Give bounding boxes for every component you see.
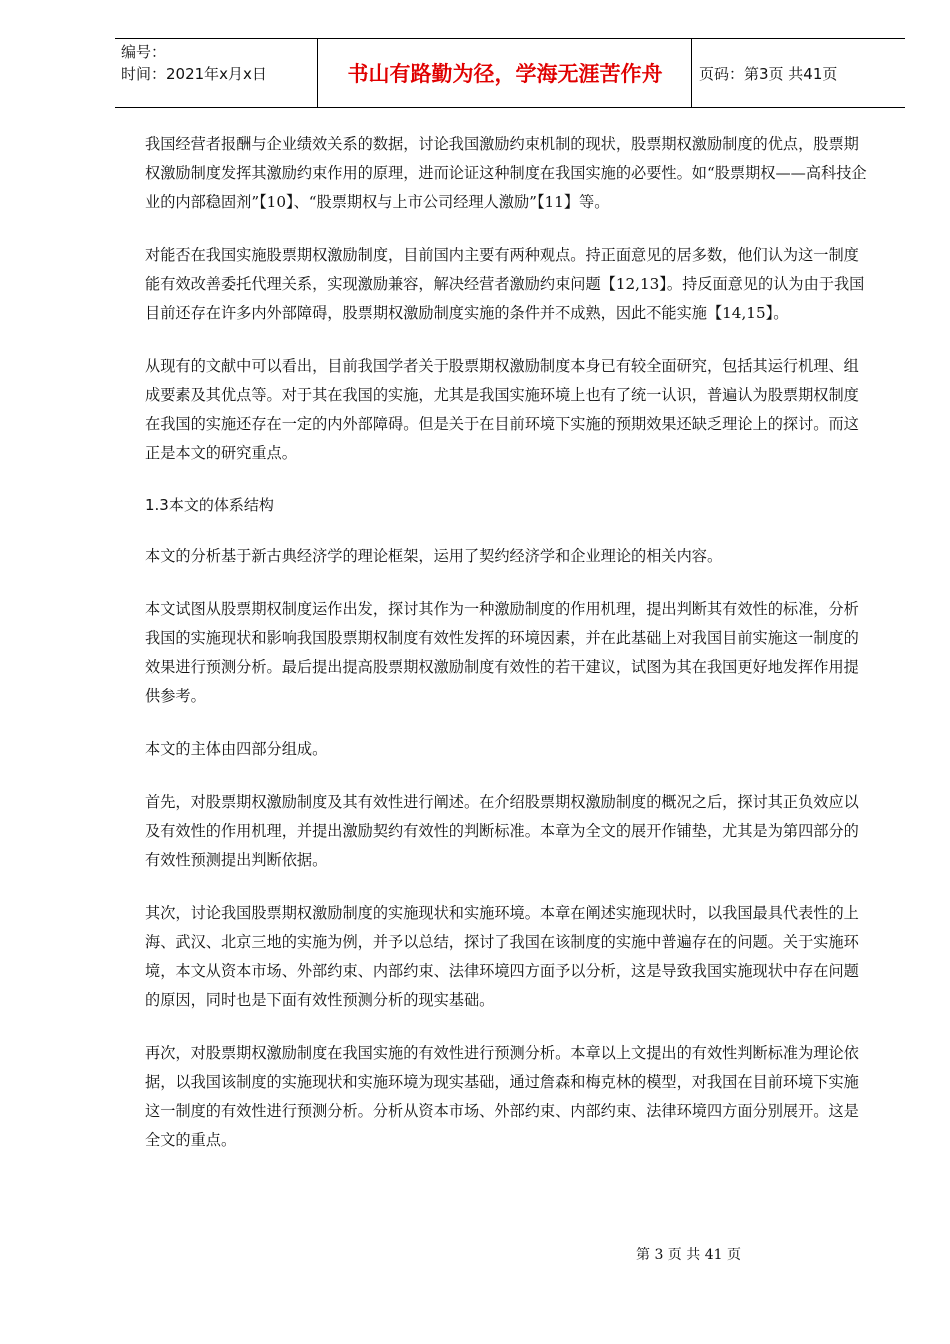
header-divider	[691, 39, 692, 107]
document-time-label: 时间：2021年x月x日	[121, 65, 267, 83]
body-paragraph: 本文的主体由四部分组成。	[145, 740, 328, 758]
body-paragraph: 对能否在我国实施股票期权激励制度，目前国内主要有两种观点。持正面意见的居多数，他们认为这一制度能有效改善委托代理关系，实现激励兼容，解决经营者激励约束问题【12,13】。持反面意见的认为由于我国目前还存在许多内外部障碍，股票期权激励制度实施的条件并不成熟，因此不能实施【14,15】。	[145, 246, 865, 322]
body-paragraph: 本文试图从股票期权制度运作出发，探讨其作为一种激励制度的作用机理，提出判断其有效性的标准，分析我国的实施现状和影响我国股票期权制度有效性发挥的环境因素，并在此基础上对我国目前实施这一制度的效果进行预测分析。最后提出提高股票期权激励制度有效性的若干建议，试图为其在我国更好地发挥作用提供参考。	[145, 600, 859, 705]
header-motto: 书山有路勤为径，学海无涯苦作舟	[347, 62, 663, 86]
body-paragraph: 本文的分析基于新古典经济学的理论框架，运用了契约经济学和企业理论的相关内容。	[145, 547, 723, 565]
page-header	[115, 38, 905, 108]
header-page-info: 页码：第3页 共41页	[699, 64, 838, 83]
body-paragraph: 从现有的文献中可以看出，目前我国学者关于股票期权激励制度本身已有较全面研究，包括其运行机理、组成要素及其优点等。对于其在我国的实施，尤其是我国实施环境上也有了统一认识，普遍认为股票期权制度在我国的实施还存在一定的内外部障碍。但是关于在目前环境下实施的预期效果还缺乏理论上的探讨。而这正是本文的研究重点。	[145, 357, 859, 462]
header-meta	[121, 41, 316, 85]
footer-page-number: 第 3 页 共 41 页	[636, 1247, 741, 1263]
page-footer	[0, 1244, 950, 1264]
body-paragraph: 我国经营者报酬与企业绩效关系的数据，讨论我国激励约束机制的现状，股票期权激励制度的优点，股票期权激励制度发挥其激励约束作用的原理，进而论证这种制度在我国实施的必要性。如“股票期权——高科技企业的内部稳固剂”【10】、“股票期权与上市公司经理人激励”【11】等。	[145, 135, 867, 211]
section-heading: 1.3本文的体系结构	[145, 496, 274, 514]
body-paragraph: 其次，讨论我国股票期权激励制度的实施现状和实施环境。本章在阐述实施现状时，以我国最具代表性的上海、武汉、北京三地的实施为例，并予以总结，探讨了我国在该制度的实施中普遍存在的问题。关于实施环境，本文从资本市场、外部约束、内部约束、法律环境四方面予以分析，这是导致我国实施现状中存在问题的原因，同时也是下面有效性预测分析的现实基础。	[145, 904, 859, 1009]
body-paragraph: 首先，对股票期权激励制度及其有效性进行阐述。在介绍股票期权激励制度的概况之后，探讨其正负效应以及有效性的作用机理，并提出激励契约有效性的判断标准。本章为全文的展开作铺垫，尤其是为第四部分的有效性预测提出判断依据。	[145, 793, 859, 869]
document-body	[145, 130, 867, 1179]
document-number-label: 编号：	[121, 43, 167, 61]
body-paragraph: 再次，对股票期权激励制度在我国实施的有效性进行预测分析。本章以上文提出的有效性判断标准为理论依据，以我国该制度的实施现状和实施环境为现实基础，通过詹森和梅克林的模型，对我国在目前环境下实施这一制度的有效性进行预测分析。分析从资本市场、外部约束、内部约束、法律环境四方面分别展开。这是全文的重点。	[145, 1044, 859, 1149]
